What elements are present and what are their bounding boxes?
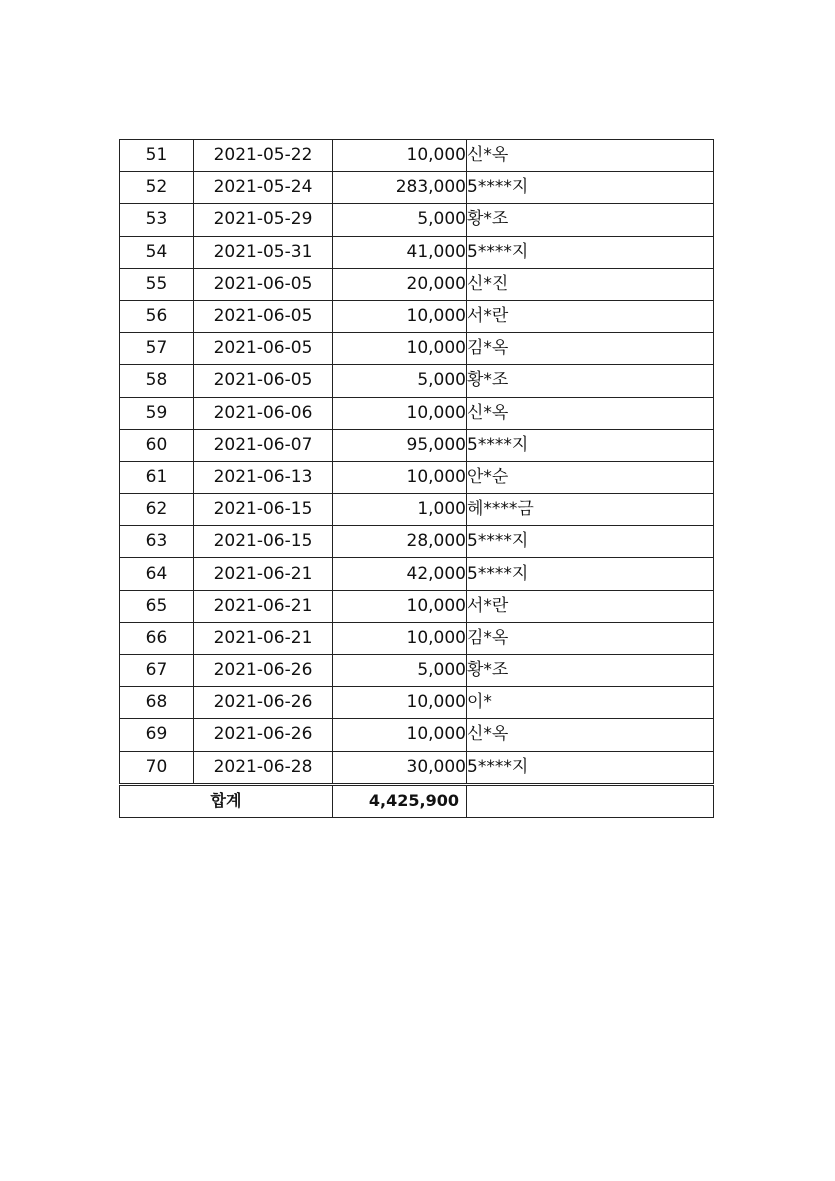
row-number-cell: 51 xyxy=(120,140,194,172)
row-amount-cell: 10,000 xyxy=(333,461,467,493)
row-number-cell: 56 xyxy=(120,300,194,332)
row-date-cell: 2021-06-13 xyxy=(194,461,333,493)
row-date-cell: 2021-06-26 xyxy=(194,655,333,687)
table-row xyxy=(120,172,714,204)
donation-table xyxy=(119,139,714,818)
row-amount-cell: 5,000 xyxy=(333,655,467,687)
row-donor-cell: 5****지 xyxy=(467,236,714,268)
row-date-cell: 2021-06-28 xyxy=(194,751,333,784)
row-donor-cell: 신*옥 xyxy=(467,140,714,172)
row-date-cell: 2021-05-24 xyxy=(194,172,333,204)
row-date-cell: 2021-06-21 xyxy=(194,590,333,622)
row-amount-cell: 41,000 xyxy=(333,236,467,268)
row-number-cell: 67 xyxy=(120,655,194,687)
row-donor-cell: 황*조 xyxy=(467,204,714,236)
row-amount-cell: 28,000 xyxy=(333,526,467,558)
table-row xyxy=(120,397,714,429)
row-donor-cell: 신*진 xyxy=(467,268,714,300)
total-row xyxy=(120,784,714,817)
table-row xyxy=(120,268,714,300)
row-donor-cell: 안*순 xyxy=(467,461,714,493)
table-row xyxy=(120,140,714,172)
table-row xyxy=(120,365,714,397)
row-date-cell: 2021-06-21 xyxy=(194,622,333,654)
table-row xyxy=(120,590,714,622)
row-donor-cell: 5****지 xyxy=(467,526,714,558)
row-donor-cell: 이* xyxy=(467,687,714,719)
row-date-cell: 2021-05-22 xyxy=(194,140,333,172)
row-date-cell: 2021-06-26 xyxy=(194,687,333,719)
row-number-cell: 57 xyxy=(120,333,194,365)
row-amount-cell: 10,000 xyxy=(333,687,467,719)
row-date-cell: 2021-06-15 xyxy=(194,526,333,558)
row-date-cell: 2021-06-05 xyxy=(194,300,333,332)
row-number-cell: 61 xyxy=(120,461,194,493)
table-row xyxy=(120,461,714,493)
row-donor-cell: 5****지 xyxy=(467,429,714,461)
row-date-cell: 2021-06-15 xyxy=(194,494,333,526)
row-amount-cell: 1,000 xyxy=(333,494,467,526)
row-date-cell: 2021-06-05 xyxy=(194,268,333,300)
row-date-cell: 2021-06-05 xyxy=(194,333,333,365)
table-row xyxy=(120,622,714,654)
row-donor-cell: 김*옥 xyxy=(467,622,714,654)
row-donor-cell: 신*옥 xyxy=(467,397,714,429)
row-amount-cell: 42,000 xyxy=(333,558,467,590)
row-date-cell: 2021-05-31 xyxy=(194,236,333,268)
table-row xyxy=(120,300,714,332)
row-number-cell: 60 xyxy=(120,429,194,461)
row-amount-cell: 10,000 xyxy=(333,140,467,172)
row-number-cell: 53 xyxy=(120,204,194,236)
row-number-cell: 54 xyxy=(120,236,194,268)
row-date-cell: 2021-06-06 xyxy=(194,397,333,429)
total-amount: 4,425,900 xyxy=(333,784,467,817)
row-number-cell: 59 xyxy=(120,397,194,429)
table-row xyxy=(120,719,714,751)
table-row xyxy=(120,333,714,365)
table-row xyxy=(120,558,714,590)
total-name-cell xyxy=(467,784,714,817)
row-donor-cell: 헤****금 xyxy=(467,494,714,526)
row-number-cell: 63 xyxy=(120,526,194,558)
row-number-cell: 68 xyxy=(120,687,194,719)
row-number-cell: 58 xyxy=(120,365,194,397)
row-number-cell: 70 xyxy=(120,751,194,784)
row-amount-cell: 10,000 xyxy=(333,300,467,332)
row-number-cell: 55 xyxy=(120,268,194,300)
row-donor-cell: 5****지 xyxy=(467,172,714,204)
row-donor-cell: 서*란 xyxy=(467,590,714,622)
row-amount-cell: 30,000 xyxy=(333,751,467,784)
row-number-cell: 65 xyxy=(120,590,194,622)
table-row xyxy=(120,751,714,784)
row-amount-cell: 10,000 xyxy=(333,590,467,622)
row-donor-cell: 신*옥 xyxy=(467,719,714,751)
row-amount-cell: 10,000 xyxy=(333,622,467,654)
row-number-cell: 66 xyxy=(120,622,194,654)
row-donor-cell: 김*옥 xyxy=(467,333,714,365)
row-date-cell: 2021-06-21 xyxy=(194,558,333,590)
table-row xyxy=(120,236,714,268)
table-row xyxy=(120,204,714,236)
donation-table-body xyxy=(120,140,714,785)
row-amount-cell: 20,000 xyxy=(333,268,467,300)
table-row xyxy=(120,526,714,558)
table-row xyxy=(120,429,714,461)
row-amount-cell: 5,000 xyxy=(333,204,467,236)
row-date-cell: 2021-06-07 xyxy=(194,429,333,461)
row-amount-cell: 95,000 xyxy=(333,429,467,461)
row-donor-cell: 5****지 xyxy=(467,558,714,590)
row-amount-cell: 283,000 xyxy=(333,172,467,204)
row-number-cell: 69 xyxy=(120,719,194,751)
row-donor-cell: 황*조 xyxy=(467,365,714,397)
table-row xyxy=(120,494,714,526)
row-donor-cell: 황*조 xyxy=(467,655,714,687)
row-donor-cell: 5****지 xyxy=(467,751,714,784)
row-amount-cell: 10,000 xyxy=(333,333,467,365)
row-number-cell: 62 xyxy=(120,494,194,526)
row-date-cell: 2021-06-26 xyxy=(194,719,333,751)
row-donor-cell: 서*란 xyxy=(467,300,714,332)
table-row xyxy=(120,687,714,719)
row-amount-cell: 10,000 xyxy=(333,719,467,751)
total-label: 합계 xyxy=(120,784,333,817)
row-amount-cell: 10,000 xyxy=(333,397,467,429)
row-number-cell: 64 xyxy=(120,558,194,590)
row-number-cell: 52 xyxy=(120,172,194,204)
row-date-cell: 2021-05-29 xyxy=(194,204,333,236)
table-row xyxy=(120,655,714,687)
row-amount-cell: 5,000 xyxy=(333,365,467,397)
row-date-cell: 2021-06-05 xyxy=(194,365,333,397)
